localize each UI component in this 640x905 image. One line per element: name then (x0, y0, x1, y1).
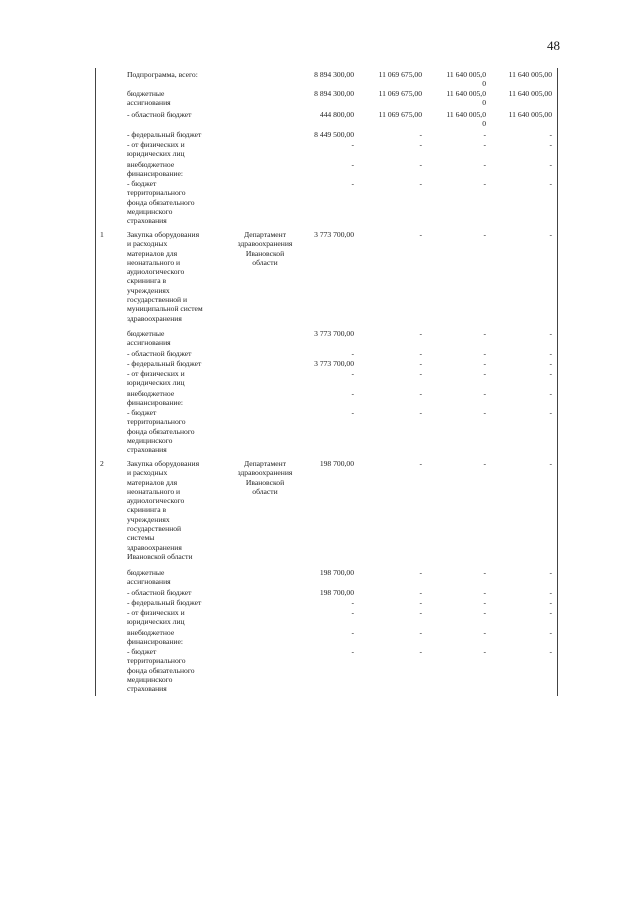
row-value-1: - (351, 369, 354, 378)
row-name: внебюджетное финансирование: (127, 628, 183, 647)
row-value-1: - (351, 408, 354, 417)
row-value-3: - (483, 408, 486, 417)
row-value-4: 11 640 005,00 (508, 110, 552, 119)
row-value-4: - (549, 369, 552, 378)
row-value-3: - (483, 389, 486, 398)
row-number: 2 (100, 459, 104, 468)
row-value-4: - (549, 608, 552, 617)
row-value-1: 3 773 700,00 (314, 359, 354, 368)
row-value-4: - (549, 179, 552, 188)
row-value-3: - (483, 160, 486, 169)
row-value-2: - (419, 130, 422, 139)
row-value-2: - (419, 359, 422, 368)
row-value-3: - (483, 130, 486, 139)
row-value-3: - (483, 140, 486, 149)
row-name: - от физических и юридических лиц (127, 608, 185, 627)
row-value-4: 11 640 005,00 (508, 89, 552, 98)
row-executor: Департамент здравоохранения Ивановской области (237, 230, 293, 267)
row-value-3: - (483, 608, 486, 617)
row-name: Подпрограмма, всего: (127, 70, 198, 79)
row-name: - федеральный бюджет (127, 598, 202, 607)
row-value-1: 3 773 700,00 (314, 230, 354, 239)
row-name: - бюджет территориального фонда обязательного медицинского страхования (127, 408, 195, 455)
row-value-3: - (483, 329, 486, 338)
row-name: - федеральный бюджет (127, 130, 202, 139)
row-value-3: - (483, 588, 486, 597)
row-value-4: - (549, 647, 552, 656)
row-name: бюджетные ассигнования (127, 568, 171, 587)
row-name: - областной бюджет (127, 349, 192, 358)
row-name: - областной бюджет (127, 588, 192, 597)
row-value-4: - (549, 628, 552, 637)
row-name: Закупка оборудования и расходных материалов для неонатального и аудиологического скрининга в учреждениях государственной системы здравоохранения Ивановской области (127, 459, 200, 561)
row-value-4: - (549, 408, 552, 417)
row-value-4: - (549, 349, 552, 358)
row-name: - от физических и юридических лиц (127, 140, 185, 159)
row-value-4: - (549, 130, 552, 139)
row-value-2: - (419, 608, 422, 617)
row-value-3: 11 640 005,0 0 (446, 89, 486, 108)
row-value-3: 11 640 005,0 0 (446, 110, 486, 129)
row-name: бюджетные ассигнования (127, 89, 171, 108)
row-name: - бюджет территориального фонда обязательного медицинского страхования (127, 179, 195, 226)
page-number: 48 (547, 38, 560, 53)
row-value-1: - (351, 647, 354, 656)
row-value-1: 8 894 300,00 (314, 70, 354, 79)
row-value-2: - (419, 568, 422, 577)
row-value-2: - (419, 389, 422, 398)
row-executor: Департамент здравоохранения Ивановской области (237, 459, 293, 496)
row-name: - областной бюджет (127, 110, 192, 119)
row-value-2: - (419, 349, 422, 358)
row-value-2: - (419, 628, 422, 637)
row-value-4: - (549, 160, 552, 169)
row-value-4: - (549, 359, 552, 368)
row-value-4: - (549, 598, 552, 607)
row-value-4: - (549, 459, 552, 468)
row-value-1: 3 773 700,00 (314, 329, 354, 338)
row-name: Закупка оборудования и расходных материалов для неонатального и аудиологического скрининга в учреждениях государственной и муниципальной систем здравоохранения (127, 230, 203, 323)
row-value-1: - (351, 160, 354, 169)
row-value-3: - (483, 568, 486, 577)
row-value-2: - (419, 369, 422, 378)
row-value-1: 198 700,00 (319, 459, 354, 468)
row-value-4: - (549, 329, 552, 338)
row-name: бюджетные ассигнования (127, 329, 171, 348)
row-value-1: 198 700,00 (319, 568, 354, 577)
row-value-3: - (483, 230, 486, 239)
row-name: - от физических и юридических лиц (127, 369, 185, 388)
row-name: внебюджетное финансирование: (127, 160, 183, 179)
row-value-1: 8 894 300,00 (314, 89, 354, 98)
row-value-4: - (549, 389, 552, 398)
row-value-2: 11 069 675,00 (378, 89, 422, 98)
row-value-1: 444 800,00 (319, 110, 354, 119)
row-value-3: - (483, 349, 486, 358)
row-value-1: 198 700,00 (319, 588, 354, 597)
row-value-1: - (351, 140, 354, 149)
row-value-1: 8 449 500,00 (314, 130, 354, 139)
row-value-2: - (419, 230, 422, 239)
row-value-2: - (419, 459, 422, 468)
row-value-2: 11 069 675,00 (378, 110, 422, 119)
row-number: 1 (100, 230, 104, 239)
row-value-3: - (483, 628, 486, 637)
row-value-4: - (549, 568, 552, 577)
row-value-4: 11 640 005,00 (508, 70, 552, 79)
row-value-2: 11 069 675,00 (378, 70, 422, 79)
row-value-2: - (419, 329, 422, 338)
row-value-1: - (351, 389, 354, 398)
row-value-4: - (549, 230, 552, 239)
row-value-1: - (351, 628, 354, 637)
row-value-1: - (351, 179, 354, 188)
row-value-4: - (549, 588, 552, 597)
row-value-2: - (419, 598, 422, 607)
row-name: - федеральный бюджет (127, 359, 202, 368)
row-value-2: - (419, 408, 422, 417)
row-value-3: - (483, 179, 486, 188)
row-value-1: - (351, 598, 354, 607)
row-value-2: - (419, 647, 422, 656)
row-value-3: - (483, 359, 486, 368)
row-value-2: - (419, 160, 422, 169)
row-value-3: 11 640 005,0 0 (446, 70, 486, 89)
row-value-1: - (351, 349, 354, 358)
row-value-2: - (419, 140, 422, 149)
row-value-3: - (483, 647, 486, 656)
row-value-3: - (483, 598, 486, 607)
row-name: - бюджет территориального фонда обязательного медицинского страхования (127, 647, 195, 694)
row-name: внебюджетное финансирование: (127, 389, 183, 408)
row-value-2: - (419, 179, 422, 188)
row-value-2: - (419, 588, 422, 597)
row-value-1: - (351, 608, 354, 617)
row-value-3: - (483, 459, 486, 468)
row-value-4: - (549, 140, 552, 149)
row-value-3: - (483, 369, 486, 378)
